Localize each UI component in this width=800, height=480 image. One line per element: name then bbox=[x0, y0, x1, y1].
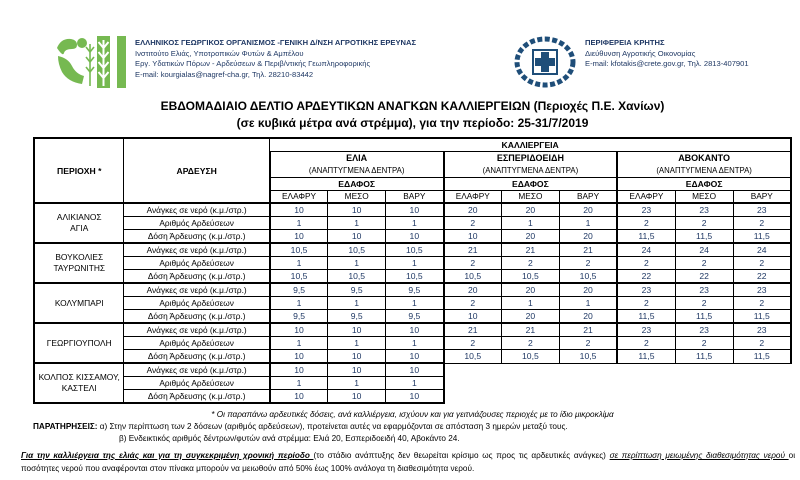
value-cell: 21 bbox=[559, 323, 617, 337]
value-cell: 10 bbox=[328, 323, 386, 337]
value-cell: 2 bbox=[617, 337, 675, 350]
crop-name: ΕΛΙΑ bbox=[346, 152, 368, 163]
notes-label: ΠΑΡΑΤΗΡΗΣΕΙΣ: bbox=[33, 422, 98, 431]
soil-header: ΕΔΑΦΟΣ bbox=[617, 177, 791, 190]
value-cell: 10,5 bbox=[386, 243, 444, 257]
value-cell: 9,5 bbox=[386, 283, 444, 297]
value-cell: 10 bbox=[328, 203, 386, 217]
soil-header: ΕΔΑΦΟΣ bbox=[270, 177, 444, 190]
value-cell: 2 bbox=[733, 217, 791, 230]
value-cell: 23 bbox=[675, 203, 733, 217]
value-cell: 11,5 bbox=[733, 350, 791, 364]
crop-header-citrus bbox=[444, 151, 618, 177]
value-cell: 2 bbox=[675, 297, 733, 310]
crop-subtitle: (ΑΝΑΠΤΥΓΜΕΝΑ ΔΕΝΤΡΑ) bbox=[308, 165, 405, 175]
value-cell: 10,5 bbox=[444, 270, 502, 284]
metric-label-cell: Ανάγκες σε νερό (κ.μ./στρ.) bbox=[124, 203, 270, 217]
value-cell: 20 bbox=[501, 310, 559, 324]
value-cell: 24 bbox=[675, 243, 733, 257]
region-name-cell: ΚΟΛΥΜΠΑΡΙ bbox=[34, 283, 124, 323]
crete-region-emblem-icon bbox=[513, 36, 577, 88]
column-header-crop: ΚΑΛΛΙΕΡΓΕΙΑ bbox=[270, 138, 791, 151]
region-name-cell: ΚΟΛΠΟΣ ΚΙΣΣΑΜΟΥ, ΚΑΣΤΕΛΙ bbox=[34, 363, 124, 403]
metric-label-cell: Δόση Άρδευσης (κ.μ./στρ.) bbox=[124, 350, 270, 364]
value-cell: 22 bbox=[733, 270, 791, 284]
value-cell: 10 bbox=[270, 350, 328, 364]
value-cell: 23 bbox=[733, 323, 791, 337]
value-cell: 20 bbox=[501, 283, 559, 297]
table-row bbox=[34, 283, 791, 297]
value-cell: 10,5 bbox=[444, 350, 502, 364]
value-cell: 2 bbox=[444, 297, 502, 310]
org-text-crete bbox=[585, 36, 749, 70]
soil-type-medium: ΜΕΣΟ bbox=[501, 190, 559, 203]
table-row bbox=[34, 363, 791, 377]
value-cell: 21 bbox=[559, 243, 617, 257]
value-cell: 11,5 bbox=[733, 230, 791, 244]
metric-label-cell: Αριθμός Αρδεύσεων bbox=[124, 217, 270, 230]
footer-segment-plain: (το στάδιο ανάπτυξης δεν θεωρείται κρίσιμο ως προς τις αρδευτικές ανάγκες) bbox=[313, 451, 610, 460]
org-header bbox=[33, 36, 792, 92]
value-cell: 2 bbox=[501, 337, 559, 350]
value-cell: 11,5 bbox=[675, 230, 733, 244]
title-line-2: (σε κυβικά μέτρα ανά στρέμμα), για την περίοδο: 25-31/7/2019 bbox=[236, 116, 589, 130]
value-cell: 24 bbox=[617, 243, 675, 257]
value-cell: 1 bbox=[386, 257, 444, 270]
value-cell: 20 bbox=[444, 283, 502, 297]
soil-type-heavy: ΒΑΡΥ bbox=[733, 190, 791, 203]
value-cell: 23 bbox=[617, 203, 675, 217]
note-a-text: α) Στην περίπτωση των 2 δόσεων (αριθμός αρδεύσεων), προτείνεται αυτές να εφαρμόζονται σε απόσταση 3 ημερών μεταξύ τους. bbox=[99, 422, 568, 431]
value-cell: 10 bbox=[444, 230, 502, 244]
value-cell: 21 bbox=[501, 243, 559, 257]
table-row bbox=[34, 257, 791, 270]
footnote-a bbox=[33, 421, 792, 433]
value-cell: 1 bbox=[270, 377, 328, 390]
value-cell: 20 bbox=[559, 230, 617, 244]
value-cell: 1 bbox=[501, 297, 559, 310]
value-cell: 10 bbox=[386, 203, 444, 217]
value-cell: 11,5 bbox=[733, 310, 791, 324]
title-line-1: ΕΒΔΟΜΑΔΙΑΙΟ ΔΕΛΤΙΟ ΑΡΔΕΥΤΙΚΩΝ ΑΝΑΓΚΩΝ ΚΑΛΛΙΕΡΓΕΙΩΝ (Περιοχές Π.Ε. Χανίων) bbox=[160, 99, 665, 113]
value-cell: 23 bbox=[617, 283, 675, 297]
value-cell: 9,5 bbox=[270, 283, 328, 297]
value-cell: 2 bbox=[617, 217, 675, 230]
value-cell: 10 bbox=[328, 350, 386, 364]
value-cell: 1 bbox=[328, 217, 386, 230]
value-cell: 10 bbox=[270, 363, 328, 377]
value-cell: 21 bbox=[501, 323, 559, 337]
column-header-irrigation: ΑΡΔΕΥΣΗ bbox=[124, 138, 270, 203]
crop-subtitle: (ΑΝΑΠΤΥΓΜΕΝΑ ΔΕΝΤΡΑ) bbox=[482, 165, 579, 175]
value-cell: 2 bbox=[675, 257, 733, 270]
value-cell: 23 bbox=[675, 323, 733, 337]
org-block-crete bbox=[513, 36, 749, 92]
table-row bbox=[34, 243, 791, 257]
value-cell: 24 bbox=[733, 243, 791, 257]
value-cell: 20 bbox=[444, 203, 502, 217]
table-row bbox=[34, 217, 791, 230]
value-cell: 1 bbox=[386, 337, 444, 350]
table-row bbox=[34, 323, 791, 337]
value-cell: 9,5 bbox=[328, 310, 386, 324]
value-cell: 9,5 bbox=[270, 310, 328, 324]
value-cell: 2 bbox=[733, 337, 791, 350]
metric-label-cell: Αριθμός Αρδεύσεων bbox=[124, 337, 270, 350]
soil-type-light: ΕΛΑΦΡΥ bbox=[617, 190, 675, 203]
table-row bbox=[34, 297, 791, 310]
value-cell: 23 bbox=[675, 283, 733, 297]
value-cell: 1 bbox=[386, 217, 444, 230]
value-cell: 10 bbox=[328, 230, 386, 244]
value-cell: 23 bbox=[617, 323, 675, 337]
crop-header-olive bbox=[270, 151, 444, 177]
metric-label-cell: Ανάγκες σε νερό (κ.μ./στρ.) bbox=[124, 363, 270, 377]
value-cell: 1 bbox=[270, 337, 328, 350]
footer-segment-underline: σε περίπτωση μειωμένης διαθεσιμότητας νερού bbox=[609, 451, 789, 460]
notes-section bbox=[33, 409, 792, 445]
org-text-elgo bbox=[135, 36, 416, 80]
footnote-star: * Οι παραπάνω αρδευτικές δόσεις, ανά καλλιέργεια, ισχύουν και για γειτνιάζουσες περιοχές με το ίδιο μικροκλίμα bbox=[211, 410, 614, 419]
value-cell: 11,5 bbox=[617, 310, 675, 324]
metric-label-cell: Δόση Άρδευσης (κ.μ./στρ.) bbox=[124, 270, 270, 284]
org-block-elgo bbox=[55, 36, 485, 92]
region-name-cell: ΓΕΩΡΓΙΟΥΠΟΛΗ bbox=[34, 323, 124, 363]
footer-segment-bold-underline: Για την καλλιέργεια της ελιάς και για τη συγκεκριμένη χρονική περίοδο bbox=[21, 451, 314, 460]
region-name: ΠΕΡΙΦΕΡΕΙΑ ΚΡΗΤΗΣ bbox=[585, 38, 665, 47]
table-row bbox=[34, 203, 791, 217]
region-contact: E-mail: kfotakis@crete.gov.gr, Τηλ. 2813-407901 bbox=[585, 59, 749, 68]
value-cell: 22 bbox=[617, 270, 675, 284]
value-cell: 2 bbox=[501, 257, 559, 270]
value-cell: 2 bbox=[444, 257, 502, 270]
value-cell: 2 bbox=[617, 257, 675, 270]
value-cell: 1 bbox=[328, 257, 386, 270]
value-cell: 20 bbox=[559, 203, 617, 217]
soil-type-medium: ΜΕΣΟ bbox=[675, 190, 733, 203]
elgo-wheat-logo-icon bbox=[55, 36, 127, 88]
region-name-cell: ΑΛΙΚΙΑΝΟΣ ΑΓΙΑ bbox=[34, 203, 124, 243]
crop-header-avocado bbox=[617, 151, 791, 177]
region-directorate: Διεύθυνση Αγροτικής Οικονομίας bbox=[585, 48, 696, 58]
value-cell: 10 bbox=[386, 230, 444, 244]
table-row bbox=[34, 310, 791, 324]
value-cell: 20 bbox=[559, 310, 617, 324]
value-cell: 2 bbox=[444, 217, 502, 230]
value-cell: 20 bbox=[501, 230, 559, 244]
value-cell: 10 bbox=[270, 230, 328, 244]
metric-label-cell: Ανάγκες σε νερό (κ.μ./στρ.) bbox=[124, 243, 270, 257]
value-cell: 10 bbox=[444, 310, 502, 324]
table-row bbox=[34, 350, 791, 364]
value-cell: 10,5 bbox=[501, 350, 559, 364]
value-cell: 10 bbox=[270, 203, 328, 217]
metric-label-cell: Δόση Άρδευσης (κ.μ./στρ.) bbox=[124, 230, 270, 244]
org-name: ΕΛΛΗΝΙΚΟΣ ΓΕΩΡΓΙΚΟΣ ΟΡΓΑΝΙΣΜΟΣ -ΓΕΝΙΚΗ Δ/ΝΣΗ ΑΓΡΟΤΙΚΗΣ ΕΡΕΥΝΑΣ bbox=[135, 38, 417, 47]
value-cell: 1 bbox=[328, 297, 386, 310]
value-cell: 9,5 bbox=[386, 310, 444, 324]
org-institute: Ινστιτούτο Ελιάς, Υποτροπικών Φυτών & Αμπέλου bbox=[135, 48, 304, 58]
value-cell: 2 bbox=[733, 257, 791, 270]
irrigation-table bbox=[33, 137, 792, 404]
value-cell: 1 bbox=[270, 217, 328, 230]
column-header-region: ΠΕΡΙΟΧΗ * bbox=[34, 138, 124, 203]
value-cell: 1 bbox=[270, 297, 328, 310]
value-cell: 10 bbox=[386, 350, 444, 364]
metric-label-cell: Ανάγκες σε νερό (κ.μ./στρ.) bbox=[124, 323, 270, 337]
value-cell: 2 bbox=[675, 337, 733, 350]
value-cell: 10,5 bbox=[328, 243, 386, 257]
value-cell: 10 bbox=[386, 390, 444, 404]
value-cell: 22 bbox=[675, 270, 733, 284]
org-lab: Εργ. Υδατικών Πόρων - Αρδεύσεων & Περιβ/ντικής Γεωπληροφορικής bbox=[135, 59, 371, 68]
value-cell: 10,5 bbox=[559, 350, 617, 364]
value-cell: 11,5 bbox=[675, 350, 733, 364]
value-cell: 1 bbox=[559, 297, 617, 310]
value-cell: 2 bbox=[444, 337, 502, 350]
region-name-cell: ΒΟΥΚΟΛΙΕΣ ΤΑΥΡΩΝΙΤΗΣ bbox=[34, 243, 124, 283]
crop-subtitle: (ΑΝΑΠΤΥΓΜΕΝΑ ΔΕΝΤΡΑ) bbox=[656, 165, 752, 175]
value-cell: 1 bbox=[270, 257, 328, 270]
value-cell: 10,5 bbox=[270, 243, 328, 257]
metric-label-cell: Ανάγκες σε νερό (κ.μ./στρ.) bbox=[124, 283, 270, 297]
metric-label-cell: Δόση Άρδευσης (κ.μ./στρ.) bbox=[124, 310, 270, 324]
value-cell: 2 bbox=[733, 297, 791, 310]
value-cell: 10,5 bbox=[501, 270, 559, 284]
value-cell: 20 bbox=[501, 203, 559, 217]
org-contact: E-mail: kourgialas@nagref-cha.gr, Τηλ. 28210-83442 bbox=[135, 69, 314, 79]
value-cell: 1 bbox=[328, 377, 386, 390]
value-cell: 10 bbox=[386, 323, 444, 337]
value-cell: 10,5 bbox=[559, 270, 617, 284]
crop-name: ΑΒΟΚΑΝΤΟ bbox=[678, 152, 731, 163]
table-row bbox=[34, 337, 791, 350]
table-row bbox=[34, 270, 791, 284]
value-cell: 9,5 bbox=[328, 283, 386, 297]
metric-label-cell: Αριθμός Αρδεύσεων bbox=[124, 297, 270, 310]
soil-header: ΕΔΑΦΟΣ bbox=[444, 177, 618, 190]
value-cell: 10 bbox=[270, 323, 328, 337]
metric-label-cell: Αριθμός Αρδεύσεων bbox=[124, 257, 270, 270]
metric-label-cell: Δόση Άρδευσης (κ.μ./στρ.) bbox=[124, 390, 270, 404]
value-cell: 23 bbox=[733, 283, 791, 297]
soil-type-medium: ΜΕΣΟ bbox=[328, 190, 386, 203]
table-body bbox=[34, 203, 791, 403]
footnote-b: β) Ενδεικτικός αριθμός δέντρων/φυτών ανά στρέμμα: Ελιά 20, Εσπεριδοειδή 40, Αβοκάντο 24. bbox=[119, 434, 460, 443]
footer-paragraph bbox=[21, 450, 800, 475]
value-cell: 10,5 bbox=[386, 270, 444, 284]
metric-label-cell: Αριθμός Αρδεύσεων bbox=[124, 377, 270, 390]
value-cell: 2 bbox=[559, 257, 617, 270]
value-cell: 1 bbox=[328, 337, 386, 350]
crop-name: ΕΣΠΕΡΙΔΟΕΙΔΗ bbox=[496, 152, 564, 163]
value-cell: 10 bbox=[270, 390, 328, 404]
soil-type-heavy: ΒΑΡΥ bbox=[386, 190, 444, 203]
value-cell: 10 bbox=[328, 390, 386, 404]
value-cell: 10 bbox=[328, 363, 386, 377]
table-row bbox=[34, 390, 791, 404]
value-cell: 10 bbox=[386, 363, 444, 377]
value-cell: 1 bbox=[559, 217, 617, 230]
table-row bbox=[34, 230, 791, 244]
value-cell: 1 bbox=[386, 377, 444, 390]
value-cell: 2 bbox=[559, 337, 617, 350]
soil-type-light: ΕΛΑΦΡΥ bbox=[444, 190, 502, 203]
value-cell: 21 bbox=[444, 243, 502, 257]
value-cell: 10,5 bbox=[270, 270, 328, 284]
value-cell: 21 bbox=[444, 323, 502, 337]
value-cell: 11,5 bbox=[675, 310, 733, 324]
value-cell: 1 bbox=[386, 297, 444, 310]
value-cell: 11,5 bbox=[617, 230, 675, 244]
document-title bbox=[33, 98, 792, 132]
value-cell: 1 bbox=[501, 217, 559, 230]
soil-type-heavy: ΒΑΡΥ bbox=[559, 190, 617, 203]
value-cell: 2 bbox=[617, 297, 675, 310]
table-row bbox=[34, 377, 791, 390]
value-cell: 10,5 bbox=[328, 270, 386, 284]
footer-segment-plain: οι ποσότητες νερού που αναφέρονται στον πίνακα μπορούν να μειωθούν από 50% έως 100% ανάλογα τη διαθεσιμότητα νερού. bbox=[21, 451, 796, 473]
value-cell: 11,5 bbox=[617, 350, 675, 364]
value-cell: 2 bbox=[675, 217, 733, 230]
soil-type-light: ΕΛΑΦΡΥ bbox=[270, 190, 328, 203]
value-cell: 20 bbox=[559, 283, 617, 297]
header-row-1 bbox=[34, 138, 791, 151]
value-cell: 23 bbox=[733, 203, 791, 217]
